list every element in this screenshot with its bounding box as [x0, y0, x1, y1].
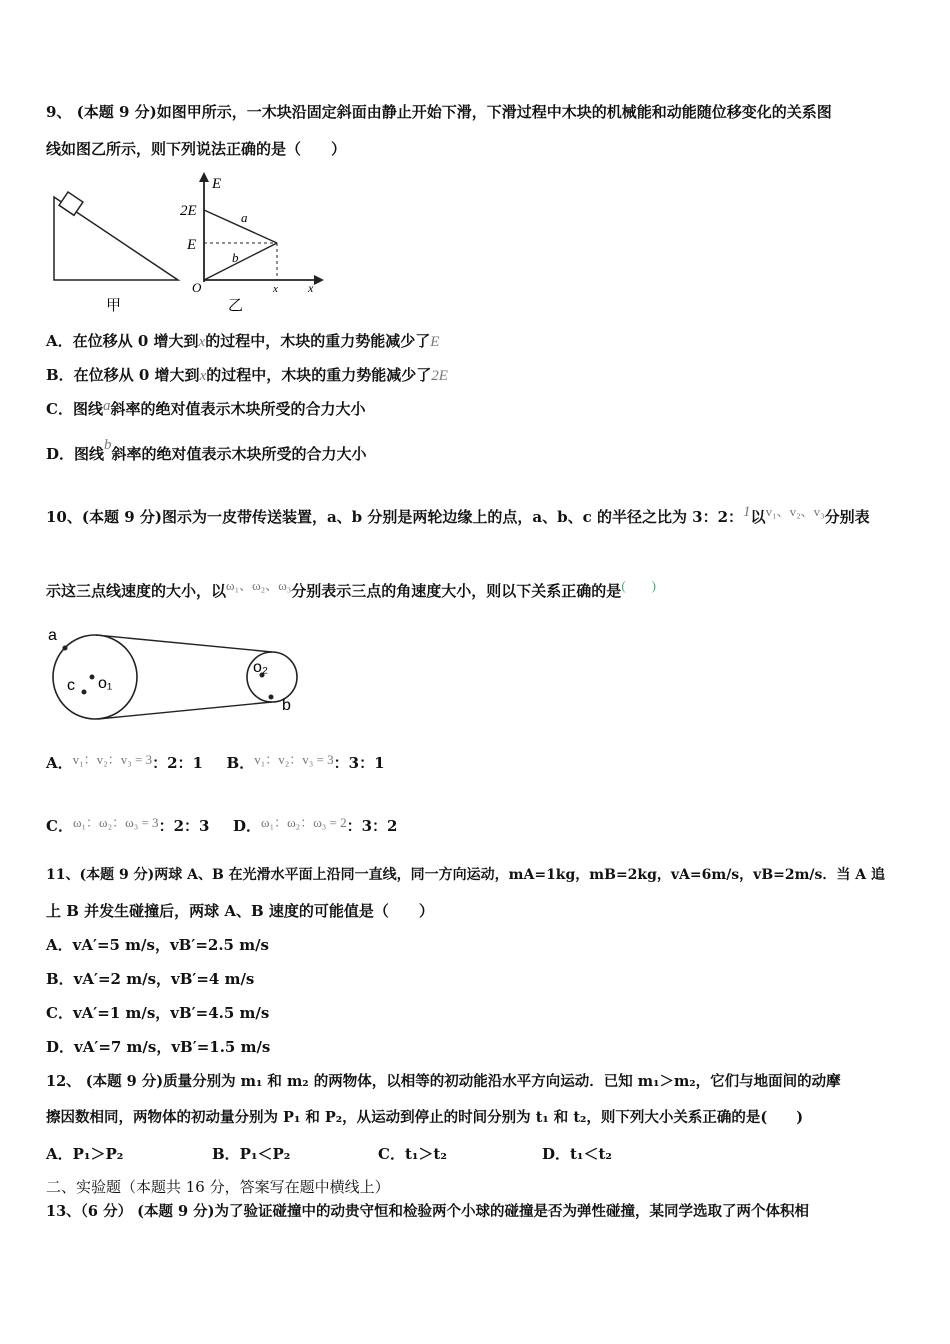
q9-text-line1: 9、 (本题 9 分)如图甲所示，一木块沿固定斜面由静止开始下滑，下滑过程中木块的机械能和动能随位移变化的关系图	[46, 103, 832, 121]
fig-label-jia: 甲	[106, 298, 122, 314]
axis-label-x-mark: x	[273, 283, 278, 295]
axis-label-2E: 2E	[180, 203, 197, 219]
line-label-a: a	[241, 210, 248, 225]
q11-text-line2: 上 B 并发生碰撞后，两球 A、B 速度的可能值是（ ）	[46, 902, 434, 920]
point-c	[82, 690, 87, 695]
belt-bottom	[98, 702, 272, 719]
y-arrow	[199, 172, 209, 182]
fig-label-yi: 乙	[228, 298, 244, 314]
label-a: a	[48, 627, 57, 644]
axis-label-O: O	[192, 280, 202, 295]
q11-text-line1: 11、(本题 9 分)两球 A、B 在光滑水平面上沿同一直线，同一方向运动，mA=1kg，mB=2kg，vA=6m/s，vB=2m/s．当 A 追	[46, 867, 886, 883]
q13-text-line1: 13、（6 分） (本题 9 分)为了验证碰撞中的动贵守恒和检验两个小球的碰撞是否为弹性碰撞，某同学选取了两个体积相	[46, 1203, 810, 1220]
line-label-b: b	[232, 250, 239, 265]
axis-label-x: x	[308, 281, 314, 295]
axis-label-E: E	[212, 176, 222, 192]
wooden-block	[59, 192, 83, 215]
axis-label-E2: E	[187, 237, 197, 253]
q12-option-c: C．t₁＞t₂	[378, 1145, 447, 1163]
q9-option-b: B．在位移从 0 增大到x的过程中，木块的重力势能减少了2E	[46, 366, 448, 384]
belt-top	[96, 635, 272, 652]
q9-text-line2: 线如图乙所示，则下列说法正确的是（ ）	[46, 140, 347, 158]
point-a	[63, 646, 68, 651]
q12-text-line1: 12、 (本题 9 分)质量分别为 m₁ 和 m₂ 的两物体，以相等的初动能沿水平方向运动．已知 m₁＞m₂，它们与地面间的动摩	[46, 1073, 841, 1090]
q9-option-c: C．图线a斜率的绝对值表示木块所受的合力大小	[46, 398, 366, 418]
q11-option-c: C．vA′=1 m/s，vB′=4.5 m/s	[46, 1004, 270, 1022]
q12-option-a: A．P₁＞P₂	[46, 1145, 124, 1163]
section-2-heading: 二、实验题（本题共 16 分，答案写在题中横线上）	[46, 1178, 390, 1196]
point-o1	[90, 675, 95, 680]
q11-option-d: D．vA′=7 m/s，vB′=1.5 m/s	[46, 1038, 271, 1056]
x-arrow	[314, 275, 324, 285]
q9-option-d: D．图线b斜率的绝对值表示木块所受的合力大小	[46, 437, 367, 463]
label-o1: o₁	[98, 675, 113, 692]
q11-option-a: A．vA′=5 m/s，vB′=2.5 m/s	[46, 936, 270, 954]
q10-belt-figure	[40, 622, 310, 732]
q12-option-d: D．t₁＜t₂	[542, 1145, 613, 1163]
q11-option-b: B．vA′=2 m/s，vB′=4 m/s	[46, 970, 255, 988]
label-b: b	[282, 697, 291, 714]
graph-line-b	[204, 243, 277, 280]
q9-figure	[46, 170, 346, 315]
label-o2: o₂	[253, 659, 269, 676]
q12-option-b: B．P₁＜P₂	[212, 1145, 291, 1163]
point-b	[269, 695, 274, 700]
q10-options-ab: A．v₁：v₂：v₃ = 3：2：1 B．v₁：v₂：v₃ = 3：3：1	[46, 752, 385, 772]
q10-text-line1: 10、(本题 9 分)图示为一皮带传送装置，a、b 分别是两轮边缘上的点，a、b、c 的半径之比为 3：2：1以v₁、v₂、v₃分别表	[46, 504, 870, 526]
q10-options-cd: C．ω₁：ω₂：ω₃ = 3：2：3 D．ω₁：ω₂：ω₃ = 2：3：2	[46, 815, 398, 835]
label-c: c	[67, 677, 75, 694]
q10-text-line2: 示这三点线速度的大小，以ω₁、ω₂、ω₃分别表示三点的角速度大小，则以下关系正确的是( )	[46, 578, 656, 600]
q9-option-a: A．在位移从 0 增大到x的过程中，木块的重力势能减少了E	[46, 332, 440, 350]
q12-text-line2: 擦因数相同，两物体的初动量分别为 P₁ 和 P₂，从运动到停止的时间分别为 t₁ 和 t₂，则下列大小关系正确的是( )	[46, 1109, 804, 1126]
